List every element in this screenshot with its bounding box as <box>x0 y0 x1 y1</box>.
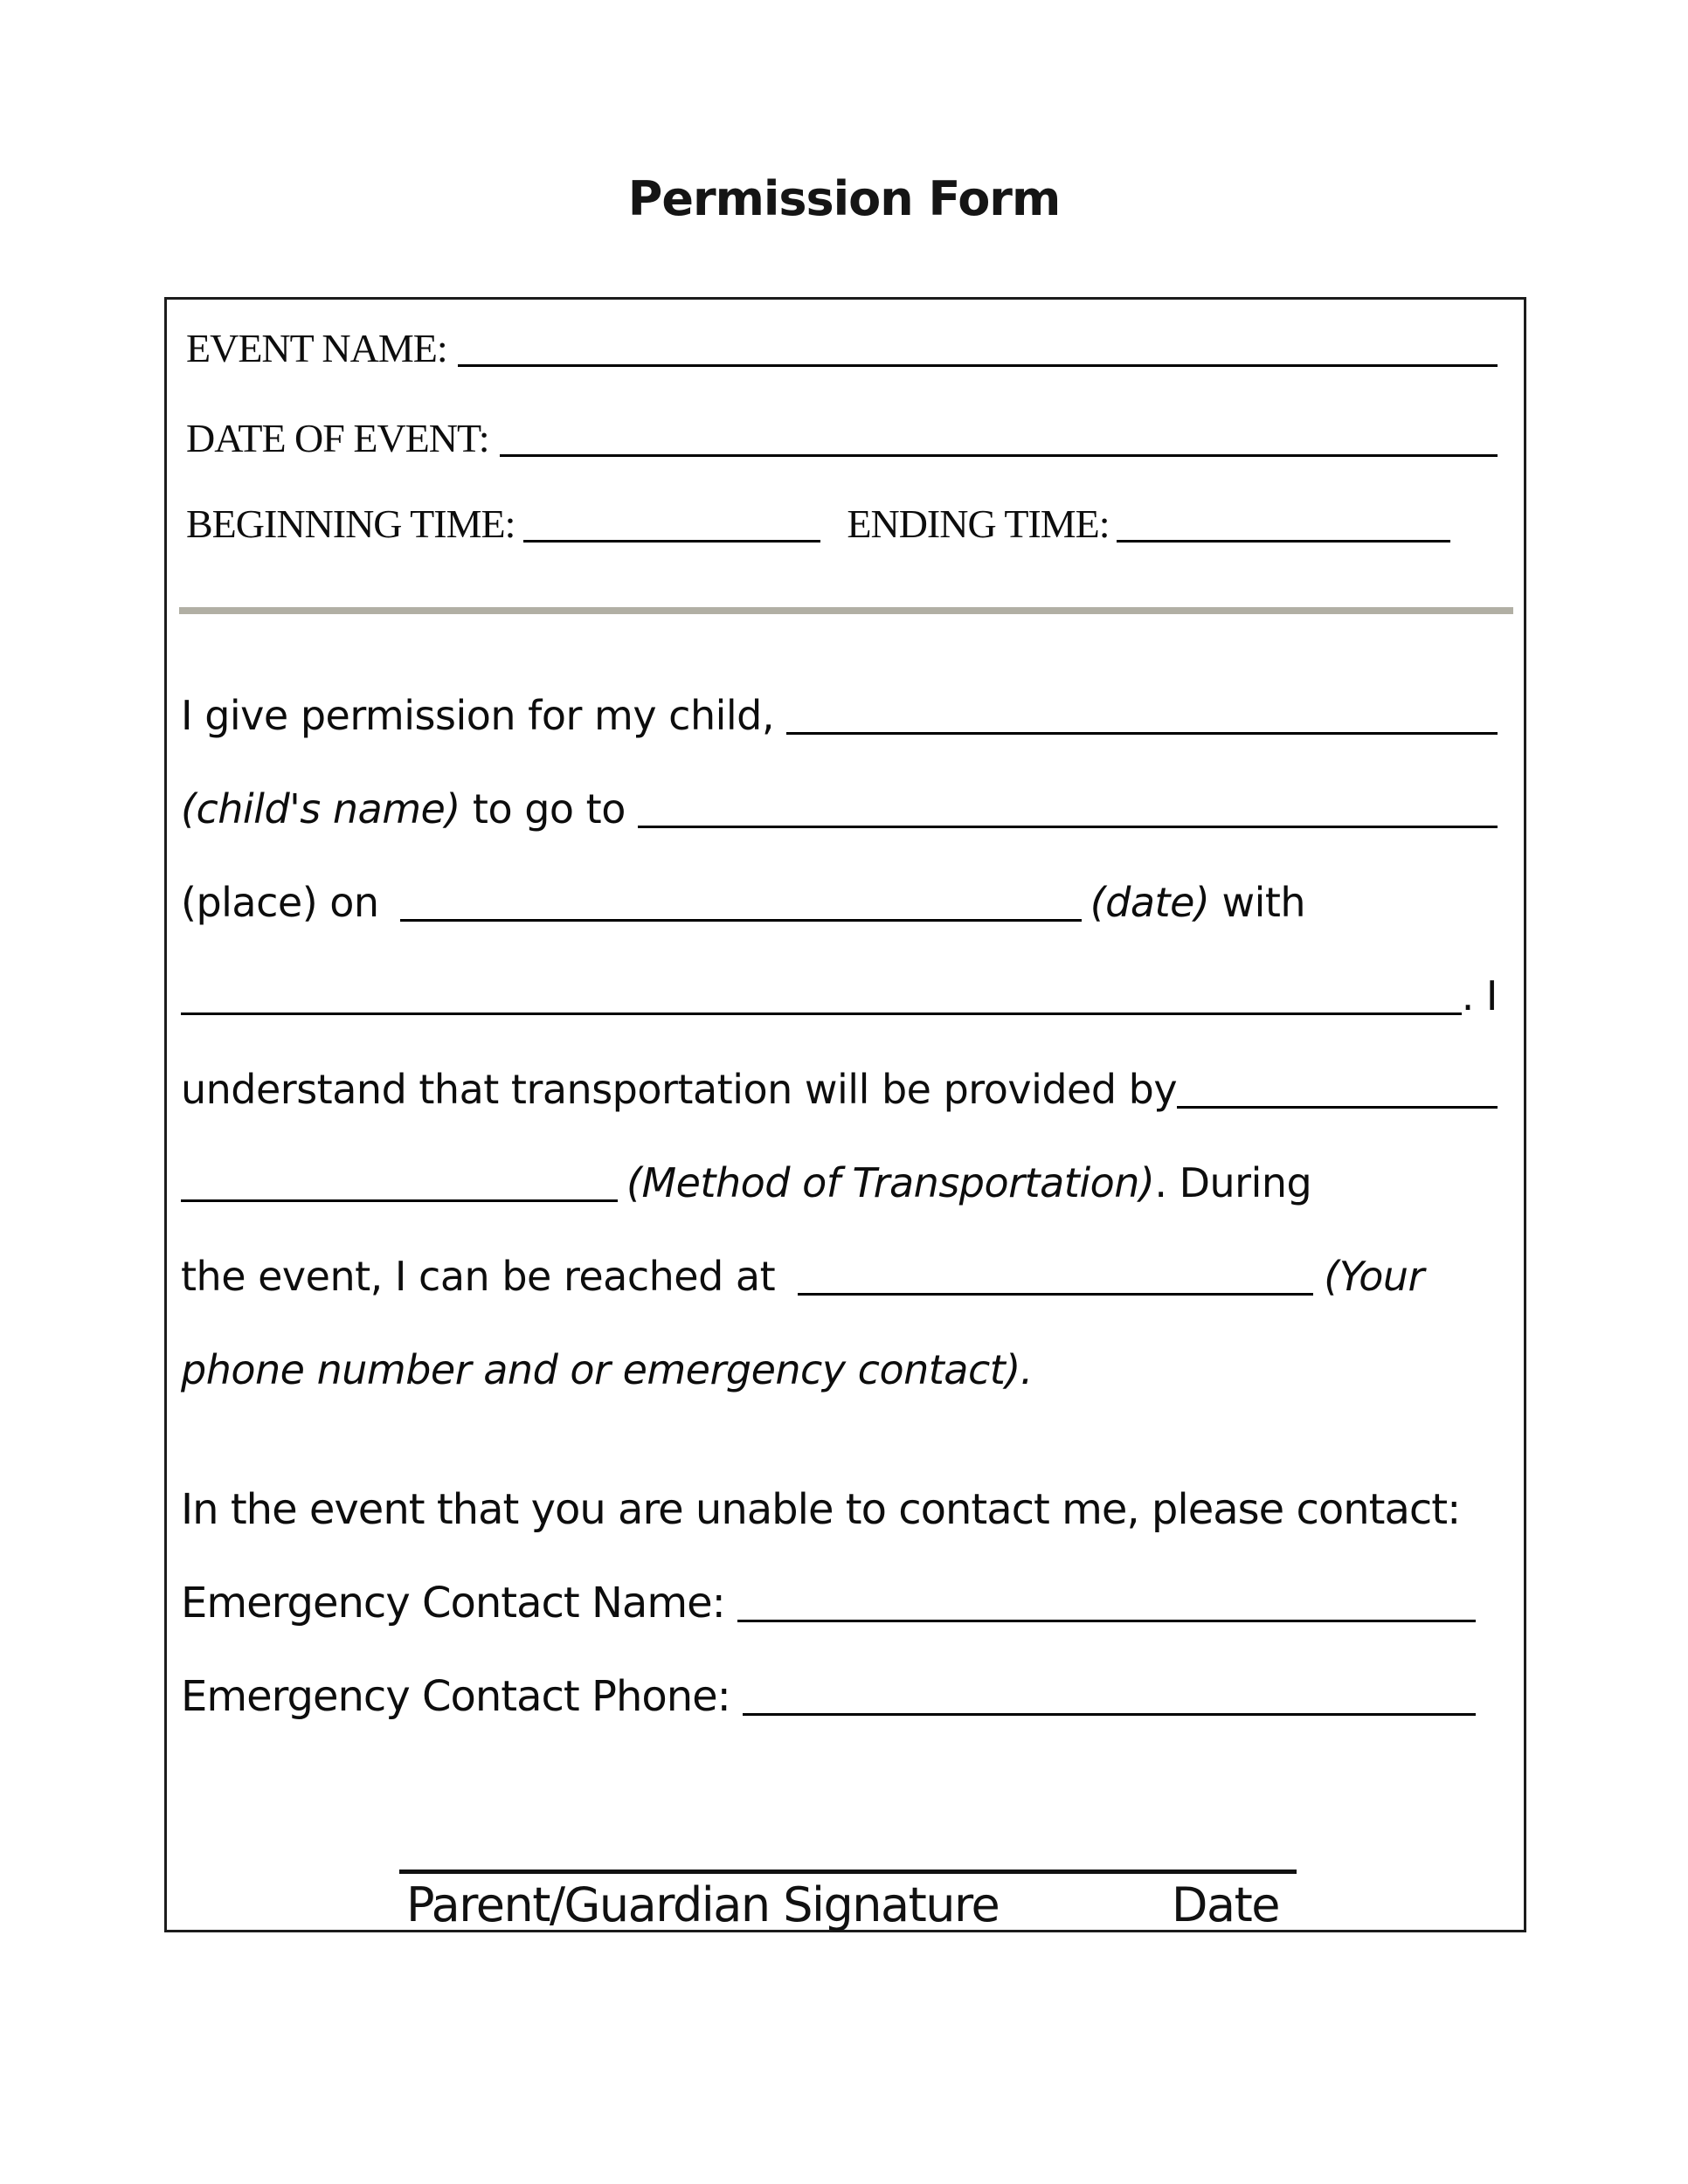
transportation-blank-2[interactable] <box>181 1199 618 1202</box>
paragraph-line-6 <box>181 1137 1498 1230</box>
transportation-hint: (Method of Transportation) <box>626 1159 1155 1206</box>
beginning-time-label: BEGINNING TIME: <box>186 501 515 546</box>
paragraph-line-2 <box>181 763 1498 856</box>
beginning-time-blank[interactable] <box>523 540 820 543</box>
line5-text: understand that transportation will be provided by <box>181 1066 1178 1113</box>
event-name-blank[interactable] <box>458 364 1498 367</box>
date-of-event-blank[interactable] <box>500 454 1498 457</box>
date-label: Date <box>1171 1877 1279 1932</box>
line3-text: (place) on <box>181 879 391 926</box>
event-name-row <box>186 322 1498 375</box>
line4-tail: . I <box>1461 972 1498 1019</box>
emergency-name-line <box>181 1557 1498 1650</box>
child-name-blank[interactable] <box>786 732 1498 735</box>
emergency-intro-line <box>181 1463 1498 1557</box>
line6-tail: . During <box>1154 1159 1312 1206</box>
paragraph-line-7 <box>181 1230 1498 1324</box>
paragraph-line-8 <box>181 1324 1498 1417</box>
signature-labels-row <box>399 1874 1297 1932</box>
date-hint: (date) <box>1090 879 1210 926</box>
ending-time-label: ENDING TIME: <box>847 501 1110 546</box>
line1-text: I give permission for my child, <box>181 692 787 739</box>
phone-hint-start: (Your <box>1324 1253 1424 1300</box>
paragraph-line-1 <box>181 669 1498 763</box>
date-of-event-row <box>186 412 1498 465</box>
reach-phone-blank[interactable] <box>798 1293 1313 1296</box>
event-name-label: EVENT NAME: <box>186 326 447 370</box>
emergency-phone-blank[interactable] <box>743 1713 1476 1716</box>
paragraph-line-4 <box>181 950 1498 1043</box>
line3-tail: with <box>1209 879 1306 926</box>
emergency-phone-line <box>181 1650 1498 1744</box>
ending-time-blank[interactable] <box>1117 540 1450 543</box>
paragraph-line-3 <box>181 856 1498 950</box>
place-blank[interactable] <box>638 826 1498 828</box>
emergency-phone-label: Emergency Contact Phone: <box>181 1672 744 1721</box>
chaperone-blank[interactable] <box>181 1013 1462 1015</box>
date-blank[interactable] <box>400 919 1082 922</box>
times-row <box>186 498 1498 550</box>
line7-text: the event, I can be reached at <box>181 1253 788 1300</box>
emergency-intro: In the event that you are unable to contact me, please contact: <box>181 1485 1461 1534</box>
emergency-name-blank[interactable] <box>737 1620 1476 1622</box>
transportation-blank-1[interactable] <box>1177 1106 1498 1109</box>
child-name-hint: (child's name) <box>181 785 460 833</box>
page-title: Permission Form <box>627 171 1061 226</box>
emergency-contact-section <box>181 1463 1498 1744</box>
signature-label: Parent/Guardian Signature <box>406 1877 1000 1932</box>
paragraph-line-5 <box>181 1043 1498 1137</box>
date-of-event-label: DATE OF EVENT: <box>186 416 489 460</box>
emergency-name-label: Emergency Contact Name: <box>181 1579 738 1628</box>
line2-text: to go to <box>460 785 638 833</box>
form-box <box>164 297 1526 1932</box>
section-divider <box>179 607 1513 614</box>
permission-paragraph <box>181 669 1498 1417</box>
signature-block[interactable] <box>399 1870 1297 1932</box>
phone-hint-end: phone number and or emergency contact). <box>181 1346 1033 1393</box>
